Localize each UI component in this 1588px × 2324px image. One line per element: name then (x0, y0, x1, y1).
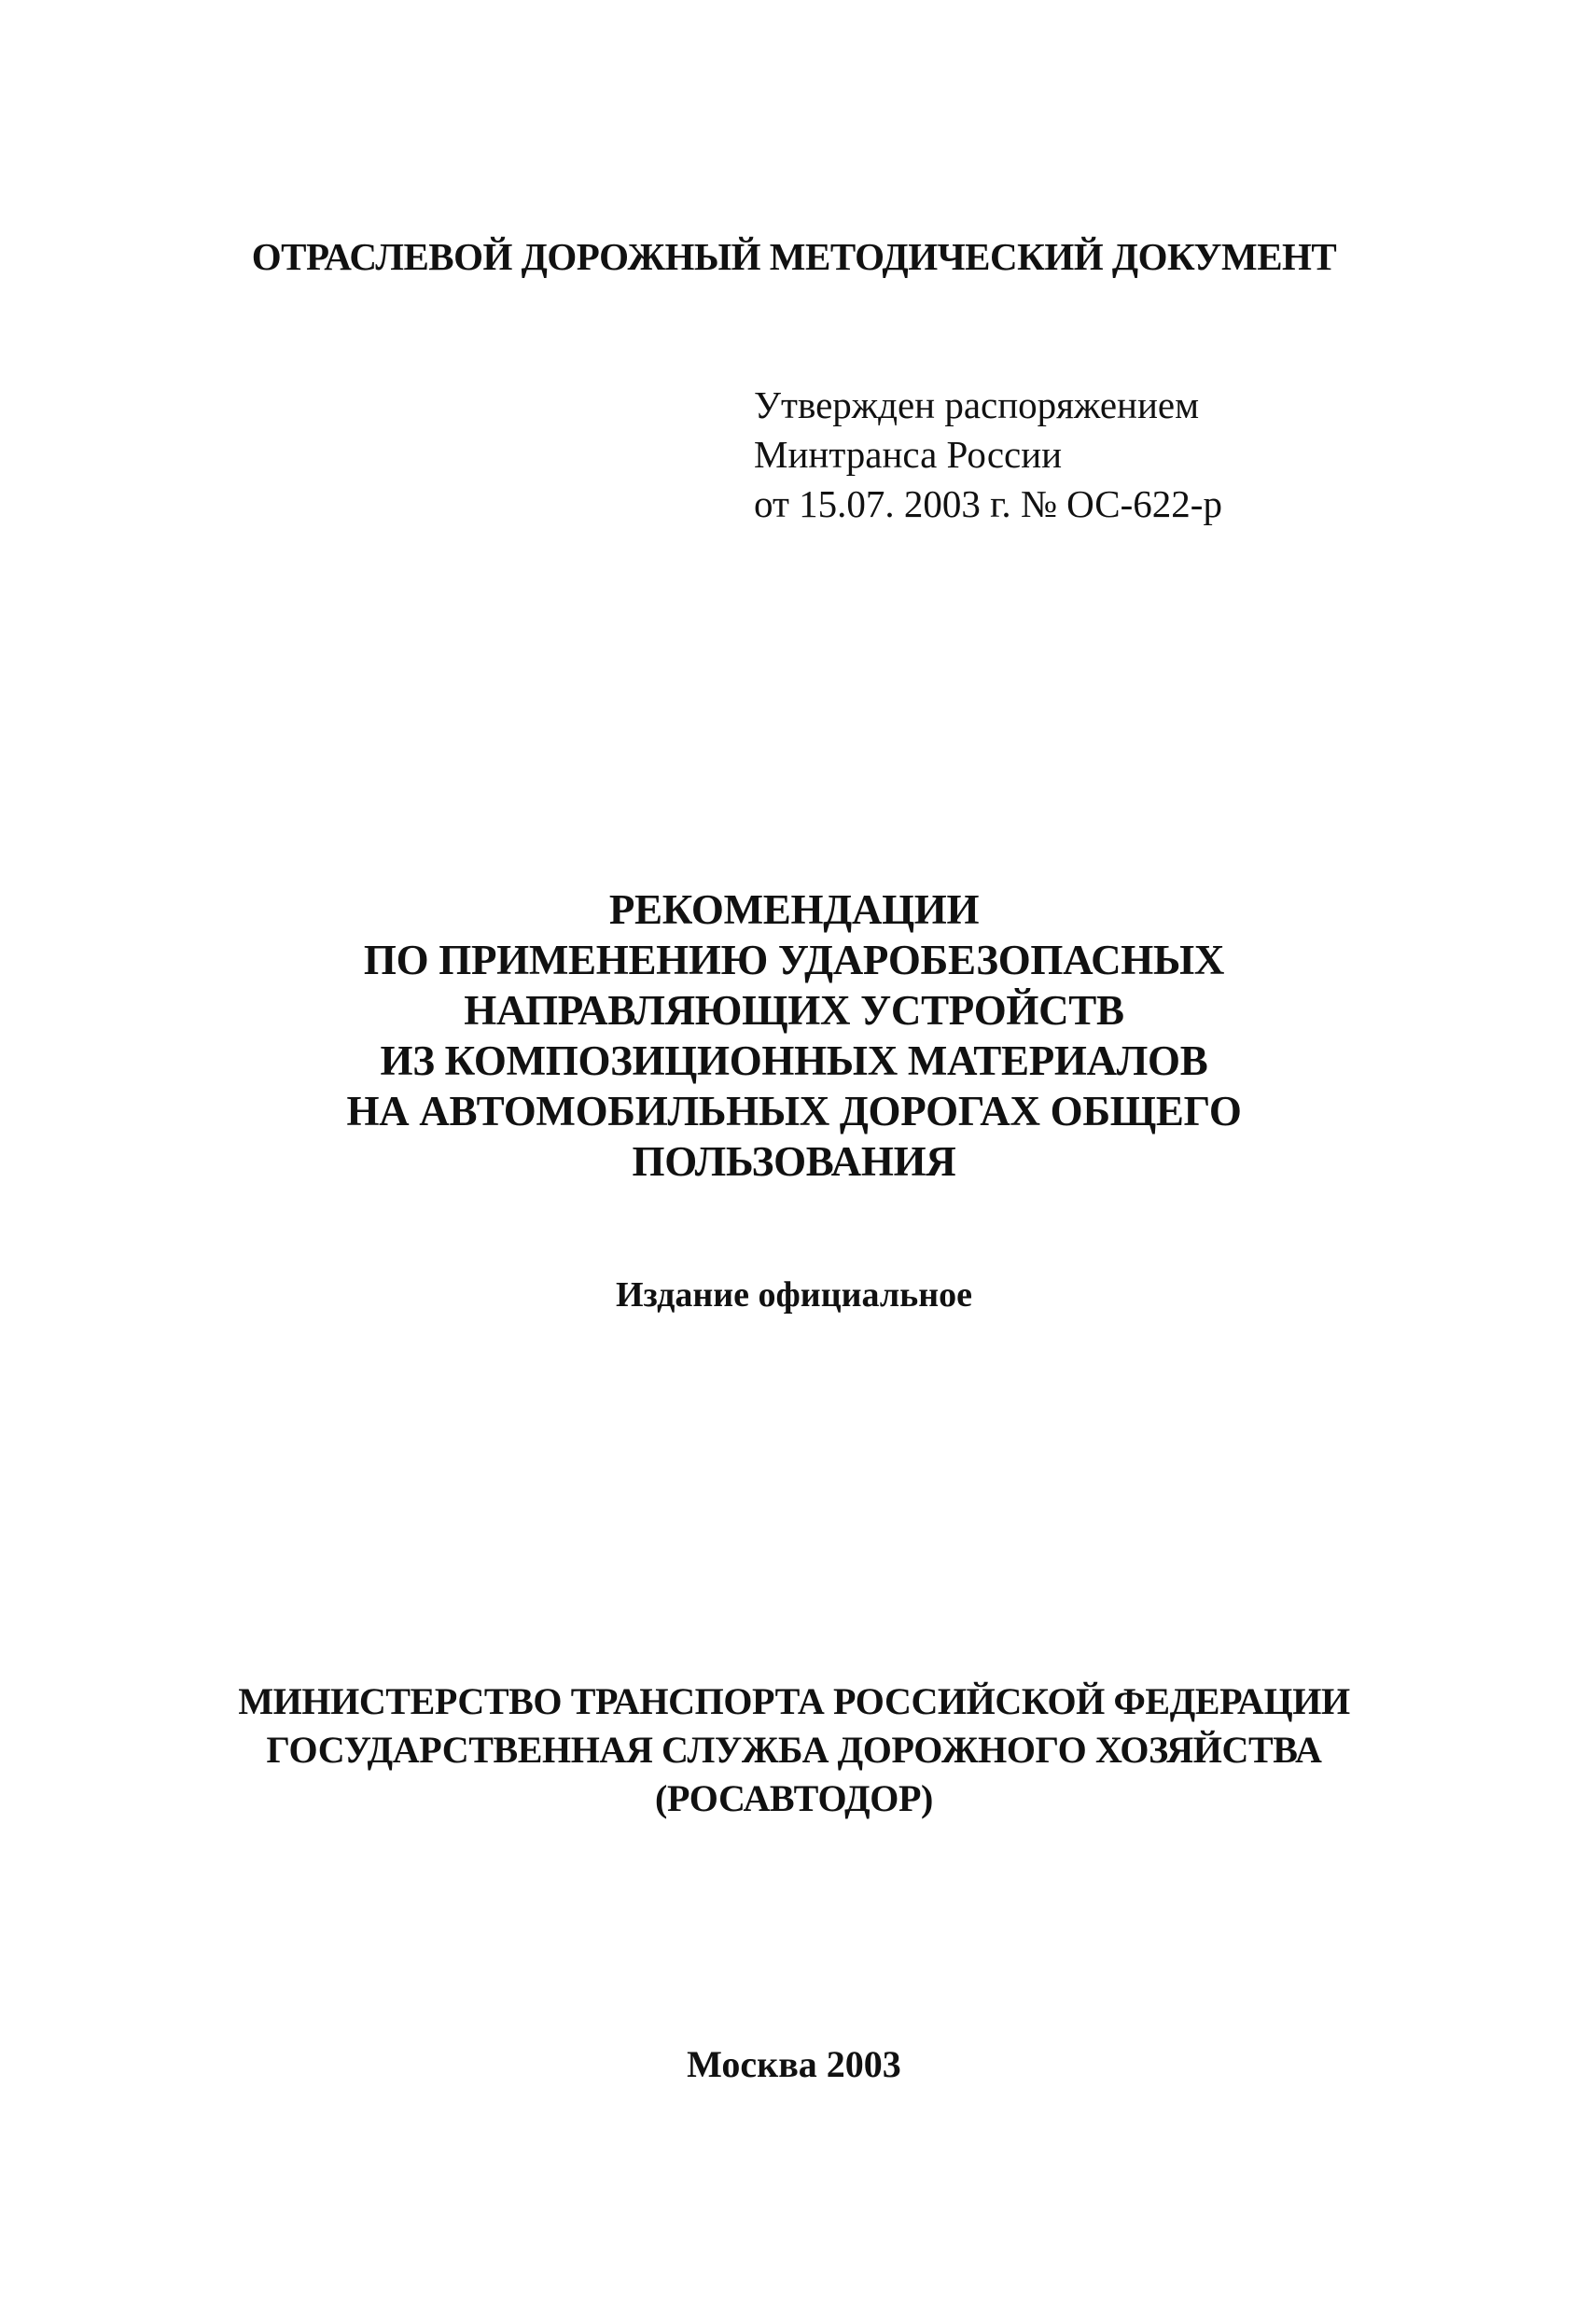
title-line-4: ИЗ КОМПОЗИЦИОННЫХ МАТЕРИАЛОВ (380, 1037, 1208, 1084)
approval-line-2: Минтранса России (754, 433, 1063, 476)
title-line-1: РЕКОМЕНДАЦИИ (608, 886, 980, 933)
publisher-block (0, 1677, 1588, 1823)
title-line-5: НА АВТОМОБИЛЬНЫХ ДОРОГАХ ОБЩЕГО (346, 1088, 1242, 1134)
title-line-6: ПОЛЬЗОВАНИЯ (632, 1138, 956, 1185)
document-title (0, 884, 1588, 1187)
title-line-3: НАПРАВЛЯЮЩИХ УСТРОЙСТВ (464, 987, 1124, 1034)
approval-line-3: от 15.07. 2003 г. № ОС-622-р (754, 482, 1222, 525)
publisher-line-1: МИНИСТЕРСТВО ТРАНСПОРТА РОССИЙСКОЙ ФЕДЕРАЦИИ (238, 1680, 1350, 1722)
approval-line-1: Утвержден распоряжением (754, 383, 1200, 426)
publisher-line-2: ГОСУДАРСТВЕННАЯ СЛУЖБА ДОРОЖНОГО ХОЗЯЙСТВА (266, 1729, 1322, 1771)
approval-block (754, 381, 1222, 529)
document-type-heading: ОТРАСЛЕВОЙ ДОРОЖНЫЙ МЕТОДИЧЕСКИЙ ДОКУМЕНТ (251, 235, 1337, 278)
edition-label: Издание официальное (615, 1275, 972, 1315)
publisher-line-3: (РОСАВТОДОР) (655, 1777, 933, 1819)
imprint-city-year: Москва 2003 (687, 2043, 901, 2085)
title-line-2: ПО ПРИМЕНЕНИЮ УДАРОБЕЗОПАСНЫХ (363, 937, 1225, 983)
